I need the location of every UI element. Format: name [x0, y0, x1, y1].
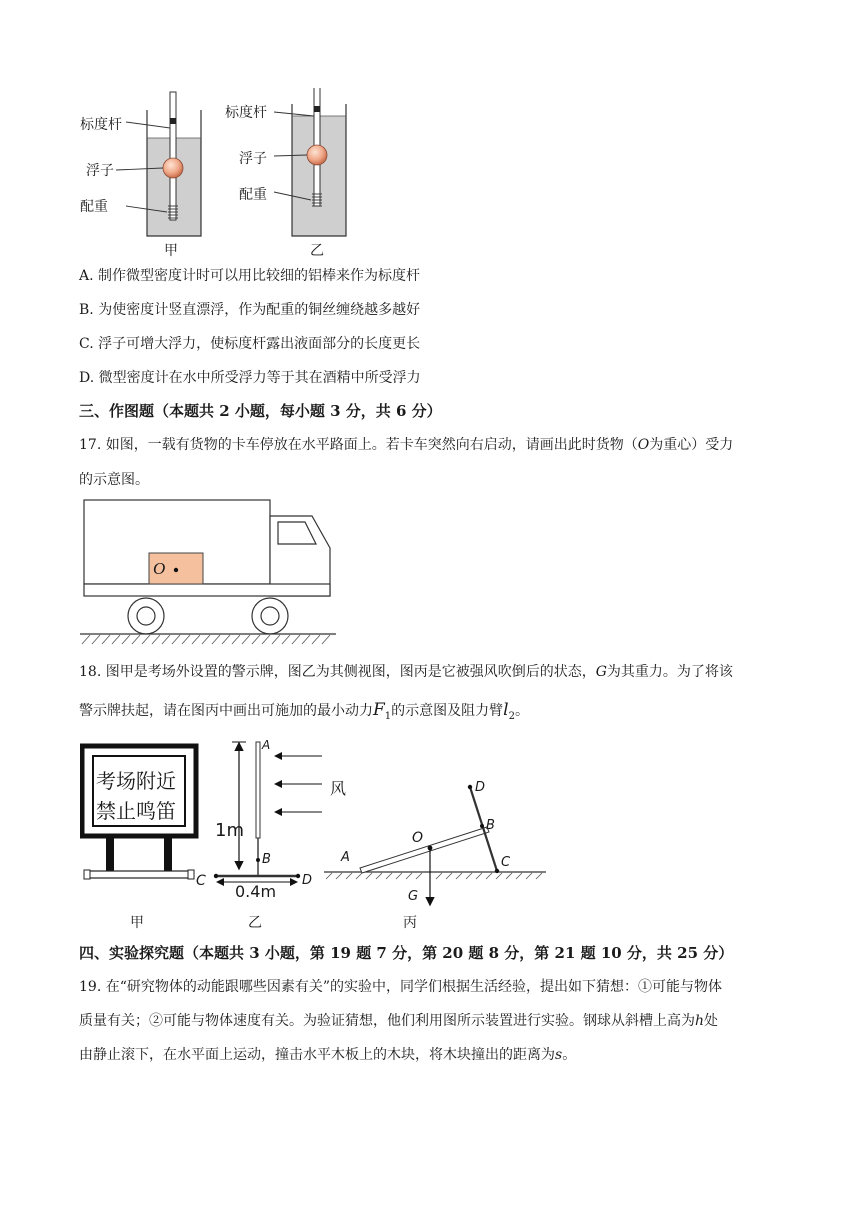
truck-cargo-o-label: O [153, 559, 166, 578]
q19-line3: 由静止滚下，在水平面上运动，撞击水平木板上的木块，将木块撞出的距离为s。 [79, 1047, 577, 1063]
yi-wind-label: 风 [330, 779, 347, 798]
sign-text-line1: 考场附近 [96, 769, 176, 793]
q19-line1: 19. 在“研究物体的动能跟哪些因素有关”的实验中，同学们根据生活经验，提出如下猜想：①可能与物体 [79, 979, 723, 995]
bing-d-label: D [475, 780, 486, 795]
q18-line2: 警示牌扶起，请在图丙中画出可施加的最小动力$F_1$的示意图及阻力臂$l_2$。 [79, 700, 529, 722]
yi-b-label: B [262, 852, 271, 867]
bing-a-label: A [341, 850, 350, 865]
jia-weight-label: 配重 [80, 199, 108, 215]
option-b: B. 为使密度计竖直漂浮，作为配重的铜丝缠绕越多越好 [79, 302, 421, 318]
fig18-jia-caption: 甲 [130, 915, 144, 931]
fig18-bing-caption: 丙 [403, 915, 417, 931]
yi-float-label: 浮子 [239, 151, 267, 167]
yi-width-label: 0.4m [235, 882, 277, 901]
bing-g-label: G [408, 889, 419, 904]
jia-c-label: C [196, 873, 206, 889]
option-a: A. 制作微型密度计时可以用比较细的铝棒来作为标度杆 [79, 268, 421, 284]
densimeter-jia [116, 92, 201, 236]
bing-b-label: B [486, 818, 495, 833]
option-c: C. 浮子可增大浮力，使标度杆露出液面部分的长度更长 [79, 336, 421, 352]
q19-line2: 质量有关；②可能与物体速度有关。为验证猜想，他们利用图所示装置进行实验。钢球从斜槽上高为h处 [79, 1013, 719, 1029]
yi-d-label: D [302, 873, 313, 888]
q17-line1: 17. 如图，一载有货物的卡车停放在水平路面上。若卡车突然向右启动，请画出此时货物（O为重心）受力 [79, 437, 734, 453]
fig18-yi-caption: 乙 [248, 915, 262, 931]
sign-blown-over-figure [322, 780, 552, 910]
option-d: D. 微型密度计在水中所受浮力等于其在酒精中所受浮力 [79, 370, 421, 386]
yi-caption: 乙 [310, 243, 324, 259]
truck-figure [80, 496, 340, 646]
yi-a-label: A [262, 738, 271, 752]
section-4-heading: 四、实验探究题（本题共 3 小题，第 19 题 7 分，第 20 题 8 分，第 21 题 10 分，共 25 分） [79, 944, 734, 962]
sign-text-line2: 禁止鸣笛 [96, 799, 176, 823]
yi-height-label: 1m [215, 820, 244, 841]
jia-rod-label: 标度杆 [80, 117, 122, 133]
yi-weight-label: 配重 [239, 187, 267, 203]
q18-line1: 18. 图甲是考场外设置的警示牌，图乙为其侧视图，图丙是它被强风吹倒后的状态，G为其重力。为了将该 [79, 664, 733, 680]
jia-float-label: 浮子 [86, 163, 114, 179]
q17-line2: 的示意图。 [79, 472, 149, 488]
bing-c-label: C [501, 855, 511, 870]
jia-caption: 甲 [164, 243, 178, 259]
densimeter-yi [274, 88, 346, 236]
yi-rod-label: 标度杆 [225, 105, 267, 121]
section-3-heading: 三、作图题（本题共 2 小题，每小题 3 分，共 6 分） [79, 402, 442, 420]
bing-o-label: O [412, 830, 424, 846]
